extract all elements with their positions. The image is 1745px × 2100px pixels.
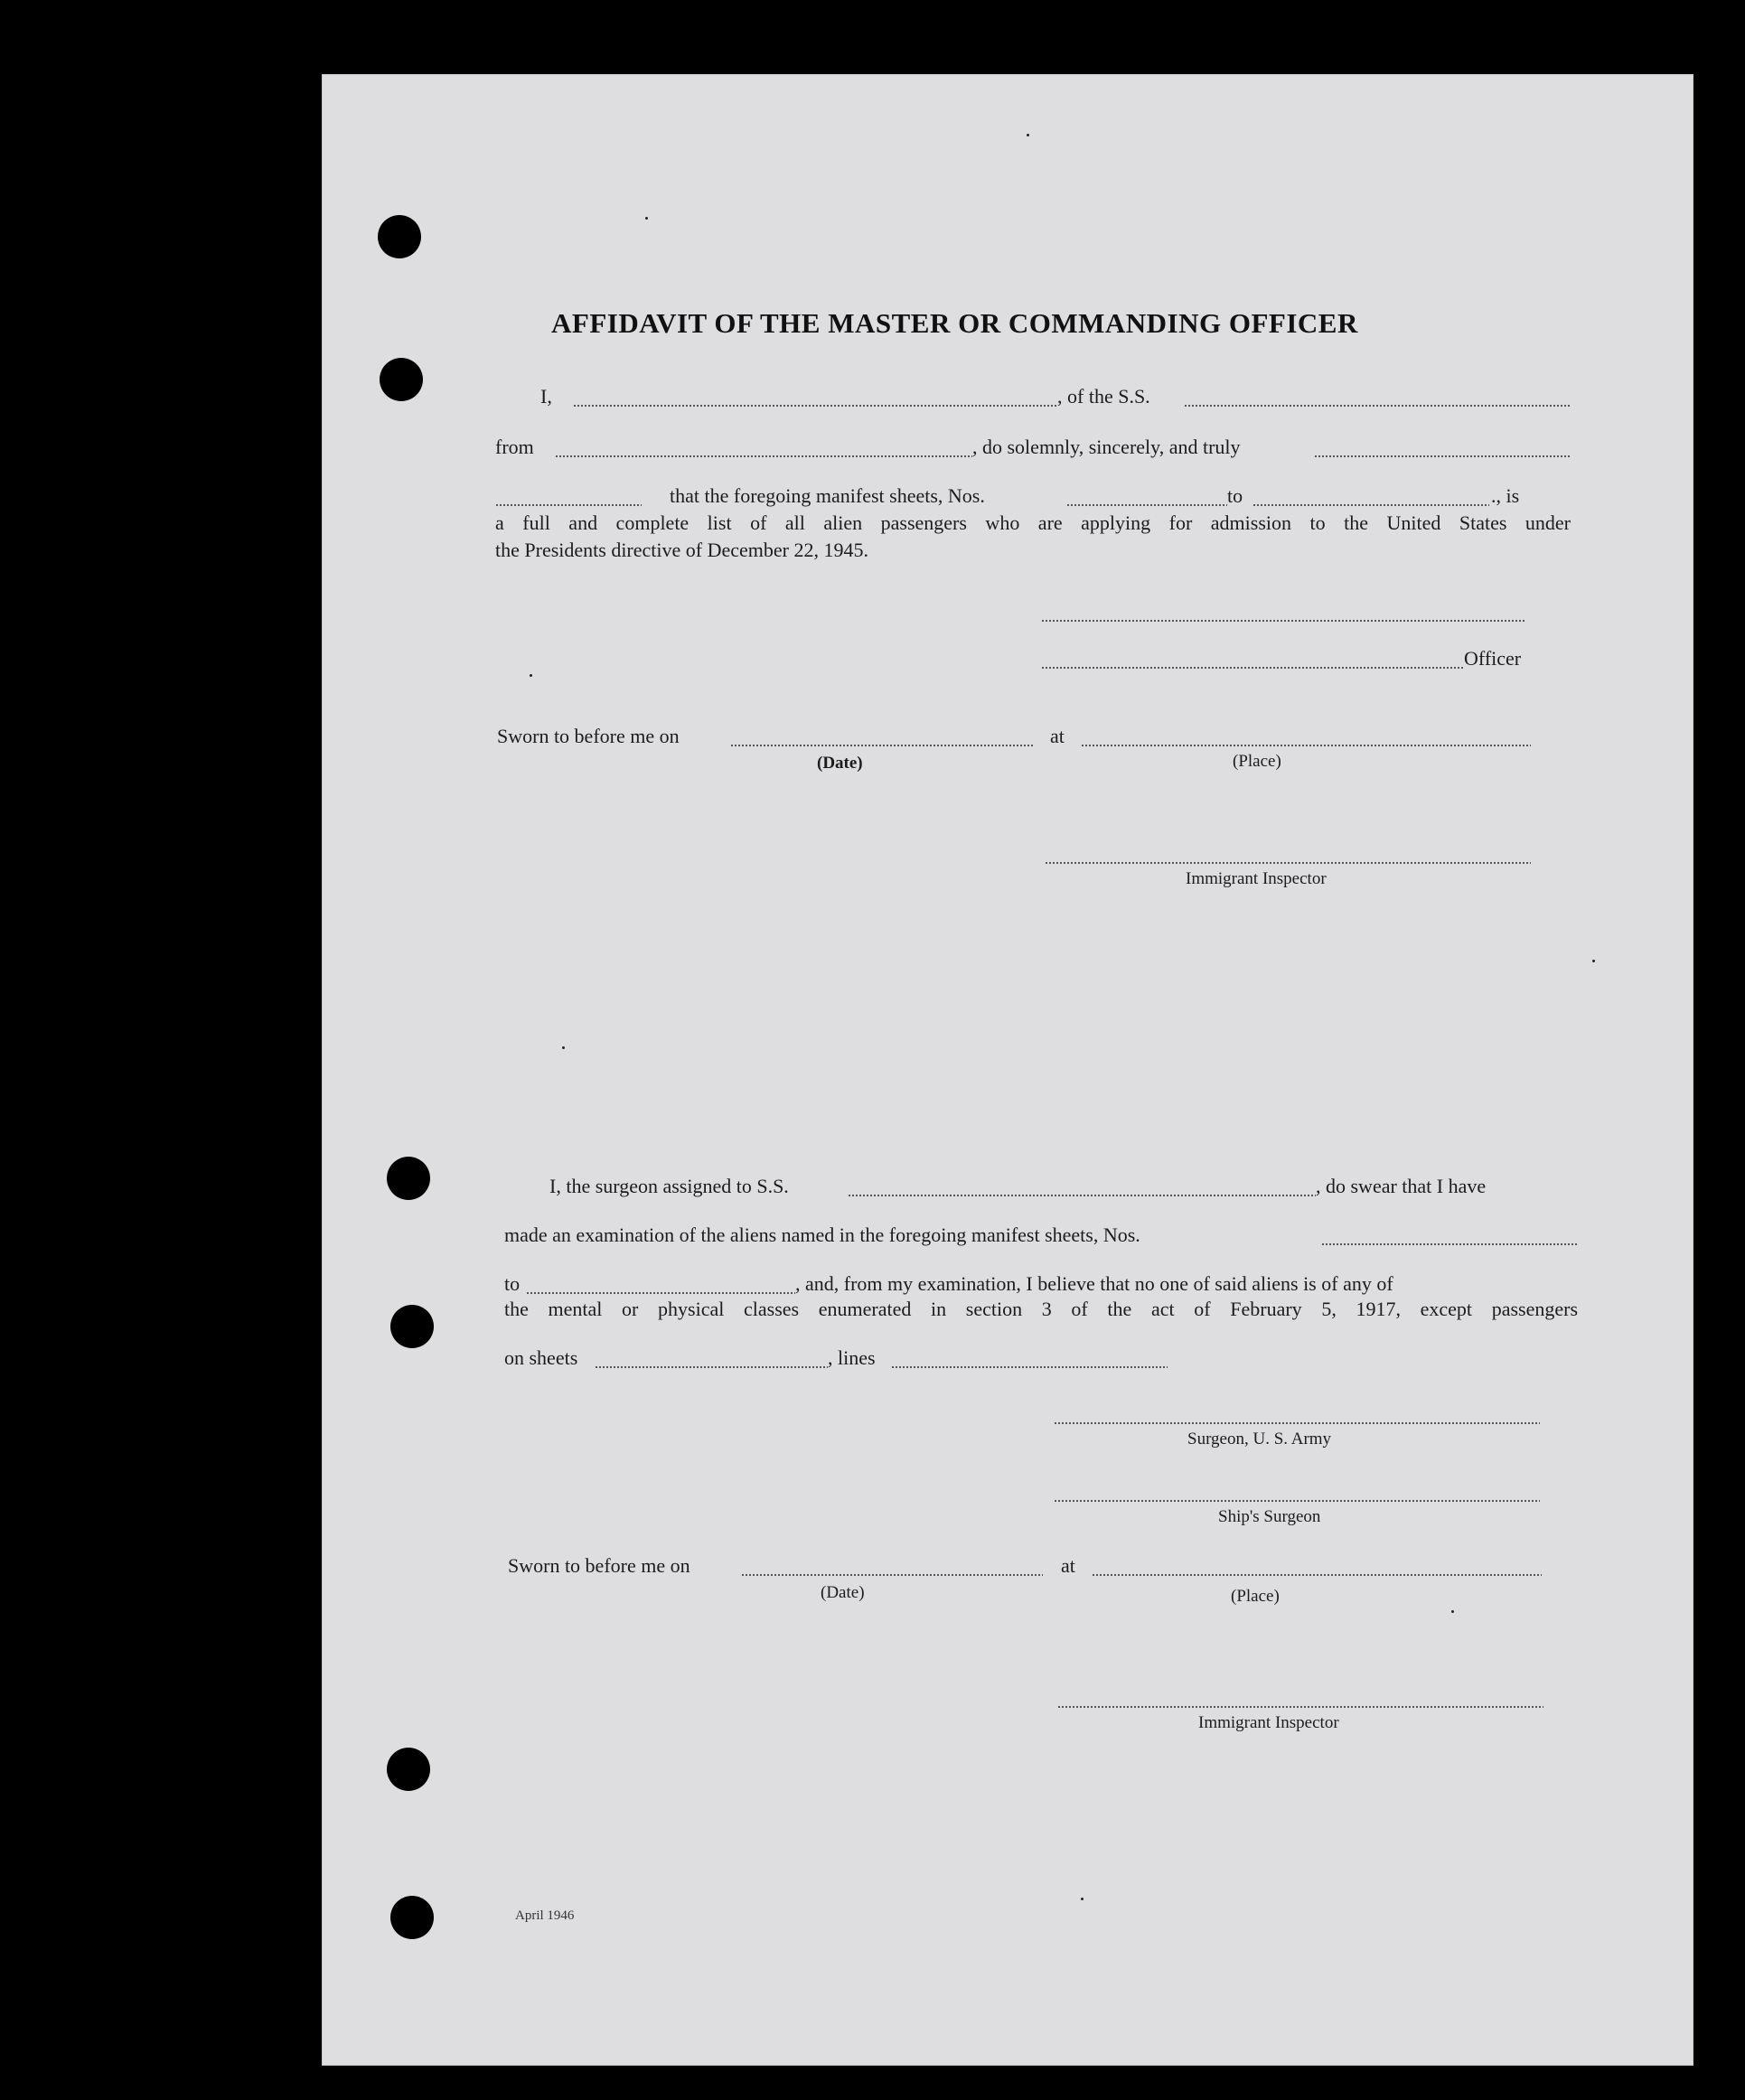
master-ship-field[interactable] [1184,405,1571,407]
master-solemnly-label: , do solemnly, sincerely, and truly [972,436,1241,458]
punch-hole [387,1748,430,1791]
ship-surgeon-label: Ship's Surgeon [1218,1507,1321,1526]
master-at-label: at [1050,725,1065,747]
master-inspector-label: Immigrant Inspector [1186,869,1327,888]
surgeon-assigned-label: I, the surgeon assigned to S.S. [549,1175,789,1197]
master-sheets-to-field[interactable] [1252,504,1489,506]
surgeon-sworn-date-field[interactable] [741,1574,1043,1576]
master-sworn-date-field[interactable] [730,745,1034,746]
punch-hole [390,1896,434,1939]
master-name-field[interactable] [573,405,1057,407]
speck [562,1046,565,1049]
surgeon-inspector-label: Immigrant Inspector [1198,1713,1339,1732]
officer-name-line[interactable] [1041,667,1464,669]
punch-hole [387,1157,430,1200]
surgeon-exception-lines-field[interactable] [891,1366,1168,1368]
master-inspector-signature-line[interactable] [1045,862,1531,864]
surgeon-ship-field[interactable] [848,1195,1316,1196]
master-is-label: ., is [1491,484,1520,507]
surgeon-belief-label: , and, from my examination, I believe that no one of said aliens is of any of [795,1272,1393,1295]
master-sworn-label: Sworn to before me on [497,725,680,747]
punch-hole [390,1305,434,1348]
master-sworn-place-field[interactable] [1081,745,1531,746]
speck [1081,1898,1084,1900]
surgeon-date-caption: (Date) [821,1583,865,1602]
master-statement-line: a full and complete list of all alien passengers who are applying for admission to the United States under [495,511,1571,534]
master-place-caption: (Place) [1233,752,1281,771]
form-revision-date: April 1946 [515,1908,575,1923]
form-title: AFFIDAVIT OF THE MASTER OR COMMANDING OFFICER [551,307,1358,339]
form-page [322,74,1693,2066]
officer-signature-line[interactable] [1041,620,1525,622]
master-date-caption: (Date) [817,754,863,773]
surgeon-sworn-place-field[interactable] [1092,1574,1542,1576]
master-sheets-from-field[interactable] [1066,504,1227,506]
surgeon-sheets-from-field[interactable] [1321,1243,1578,1245]
surgeon-statement-line: the mental or physical classes enumerated in section 3 of the act of February 5, 1917, except passengers [504,1298,1578,1320]
master-i-label: I, [540,385,552,408]
master-of-ss-label: , of the S.S. [1057,385,1150,408]
speck [1451,1610,1454,1613]
surgeon-examination-label: made an examination of the aliens named in the foregoing manifest sheets, Nos. [504,1223,1140,1246]
master-oath-continuation-field[interactable] [495,504,642,506]
master-to-label: to [1227,484,1243,507]
surgeon-to-label: to [504,1272,521,1295]
master-oath-field[interactable] [1314,455,1571,457]
speck [1027,134,1029,136]
master-statement-line: the Presidents directive of December 22, 1945. [495,539,868,561]
surgeon-exception-sheets-field[interactable] [595,1366,828,1368]
army-surgeon-signature-line[interactable] [1054,1422,1540,1424]
master-from-label: from [495,436,534,458]
surgeon-lines-label: , lines [828,1346,876,1369]
master-from-field[interactable] [555,455,972,457]
master-manifest-label: that the foregoing manifest sheets, Nos. [670,484,985,507]
punch-hole [378,215,421,258]
surgeon-swear-label: , do swear that I have [1316,1175,1487,1197]
surgeon-inspector-signature-line[interactable] [1057,1706,1543,1708]
surgeon-at-label: at [1061,1554,1075,1577]
officer-label: Officer [1464,647,1522,670]
ship-surgeon-signature-line[interactable] [1054,1500,1540,1502]
surgeon-sheets-to-field[interactable] [526,1292,795,1294]
speck [530,674,532,677]
surgeon-sworn-label: Sworn to before me on [508,1554,690,1577]
surgeon-place-caption: (Place) [1231,1587,1280,1606]
speck [1592,960,1595,962]
punch-hole [380,358,423,401]
surgeon-on-sheets-label: on sheets [504,1346,578,1369]
speck [645,217,648,220]
army-surgeon-label: Surgeon, U. S. Army [1187,1430,1332,1448]
